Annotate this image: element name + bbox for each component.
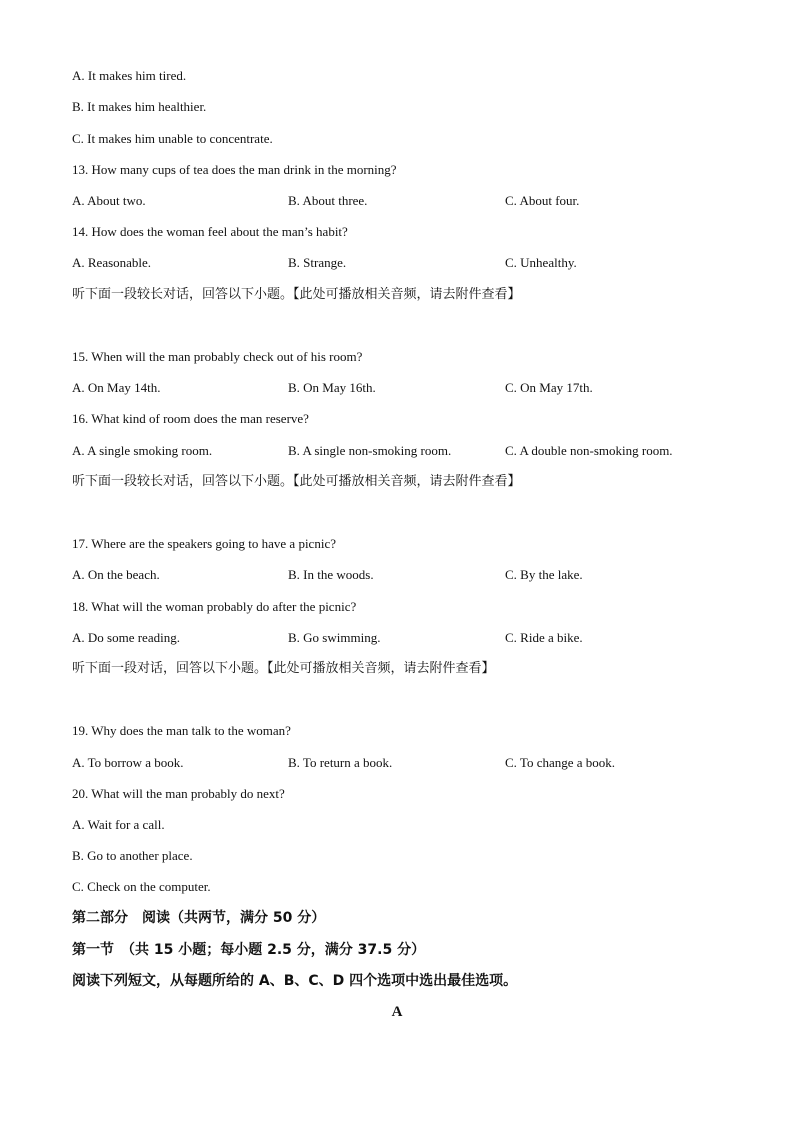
listening-instruction-2: 听下面一段较长对话，回答以下小题。【此处可播放相关音频，请去附件查看】 bbox=[72, 474, 521, 489]
q13-option-c: C. About four. bbox=[505, 193, 580, 208]
listening-instruction-3: 听下面一段对话，回答以下小题。【此处可播放相关音频，请去附件查看】 bbox=[72, 661, 495, 676]
q17-option-a: A. On the beach. bbox=[72, 567, 160, 582]
q18-option-b: B. Go swimming. bbox=[288, 630, 381, 645]
q19-option-a: A. To borrow a book. bbox=[72, 755, 184, 770]
q18-option-c: C. Ride a bike. bbox=[505, 630, 583, 645]
q20-option-c: C. Check on the computer. bbox=[72, 879, 211, 894]
listening-instruction-1: 听下面一段较长对话，回答以下小题。【此处可播放相关音频，请去附件查看】 bbox=[72, 287, 521, 302]
part2-directions: 阅读下列短文，从每题所给的 A、B、C、D 四个选项中选出最佳选项。 bbox=[72, 973, 518, 989]
q20-option-a: A. Wait for a call. bbox=[72, 817, 165, 832]
q19-option-c: C. To change a book. bbox=[505, 755, 616, 770]
q12-option-c: C. It makes him unable to concentrate. bbox=[72, 131, 273, 146]
q14-option-a: A. Reasonable. bbox=[72, 255, 152, 270]
part2-section1-heading: 第一节 （共 15 小题；每小题 2.5 分，满分 37.5 分） bbox=[72, 942, 426, 958]
q16-option-a: A. A single smoking room. bbox=[72, 443, 213, 458]
q13-stem: 13. How many cups of tea does the man drink in the morning? bbox=[72, 162, 397, 177]
q15-option-c: C. On May 17th. bbox=[505, 380, 593, 395]
q12-option-b: B. It makes him healthier. bbox=[72, 99, 207, 114]
q14-stem: 14. How does the woman feel about the man’s habit? bbox=[72, 224, 348, 239]
q20-option-b: B. Go to another place. bbox=[72, 848, 193, 863]
q13-option-b: B. About three. bbox=[288, 193, 368, 208]
q16-stem: 16. What kind of room does the man reserve? bbox=[72, 411, 309, 426]
q18-stem: 18. What will the woman probably do after the picnic? bbox=[72, 599, 357, 614]
q15-option-a: A. On May 14th. bbox=[72, 380, 161, 395]
q19-stem: 19. Why does the man talk to the woman? bbox=[72, 723, 291, 738]
part2-title: 第二部分 阅读（共两节，满分 50 分） bbox=[72, 910, 326, 926]
q18-option-a: A. Do some reading. bbox=[72, 630, 180, 645]
q19-option-b: B. To return a book. bbox=[288, 755, 393, 770]
q20-stem: 20. What will the man probably do next? bbox=[72, 786, 285, 801]
q14-option-c: C. Unhealthy. bbox=[505, 255, 577, 270]
passage-label: A bbox=[391, 1004, 403, 1020]
q13-option-a: A. About two. bbox=[72, 193, 146, 208]
q17-stem: 17. Where are the speakers going to have a picnic? bbox=[72, 536, 336, 551]
q17-option-c: C. By the lake. bbox=[505, 567, 583, 582]
q15-stem: 15. When will the man probably check out of his room? bbox=[72, 349, 363, 364]
q14-option-b: B. Strange. bbox=[288, 255, 347, 270]
q12-option-a: A. It makes him tired. bbox=[72, 68, 187, 83]
q15-option-b: B. On May 16th. bbox=[288, 380, 376, 395]
q17-option-b: B. In the woods. bbox=[288, 567, 374, 582]
q16-option-b: B. A single non-smoking room. bbox=[288, 443, 452, 458]
q16-option-c: C. A double non-smoking room. bbox=[505, 443, 673, 458]
